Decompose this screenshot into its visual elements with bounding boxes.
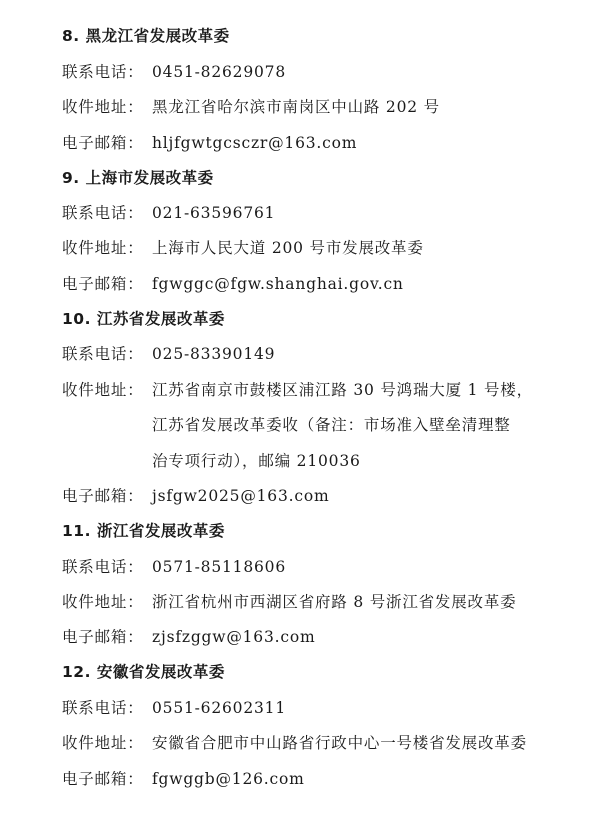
phone-row (62, 555, 286, 577)
email-label: 电子邮箱： (62, 134, 144, 152)
address-label: 收件地址： (62, 734, 144, 752)
phone-value: 0451-82629078 (152, 63, 286, 81)
address-continuation-line: 治专项行动），邮编 210036 (152, 452, 361, 470)
phone-label: 联系电话： (62, 345, 144, 363)
entry-title-heilongjiang: 8. 黑龙江省发展改革委 (62, 27, 230, 45)
entry-title-anhui: 12. 安徽省发展改革委 (62, 663, 225, 681)
email-label: 电子邮箱： (62, 275, 144, 293)
entry-title-jiangsu: 10. 江苏省发展改革委 (62, 310, 225, 328)
phone-row (62, 201, 275, 223)
email-value: fgwggb@126.com (152, 770, 305, 788)
address-value: 安徽省合肥市中山路省行政中心一号楼省发展改革委 (152, 734, 527, 752)
address-row (62, 731, 527, 753)
entry-title-zhejiang: 11. 浙江省发展改革委 (62, 522, 225, 540)
address-value: 黑龙江省哈尔滨市南岗区中山路 202 号 (152, 98, 440, 116)
email-value: fgwggc@fgw.shanghai.gov.cn (152, 275, 404, 293)
email-row (62, 131, 357, 153)
phone-label: 联系电话： (62, 558, 144, 576)
phone-value: 021-63596761 (152, 204, 276, 222)
address-label: 收件地址： (62, 593, 144, 611)
address-row (62, 236, 424, 258)
email-row (62, 484, 329, 506)
phone-row (62, 60, 286, 82)
phone-value: 0551-62602311 (152, 699, 286, 717)
address-label: 收件地址： (62, 239, 144, 257)
address-row (62, 378, 533, 400)
address-row (62, 95, 440, 117)
phone-value: 025-83390149 (152, 345, 276, 363)
email-value: jsfgw2025@163.com (152, 487, 330, 505)
address-value: 江苏省南京市鼓楼区浦江路 30 号鸿瑞大厦 1 号楼， (152, 381, 533, 399)
phone-row (62, 696, 286, 718)
email-row (62, 625, 315, 647)
email-row (62, 767, 305, 789)
phone-row (62, 342, 275, 364)
address-row (62, 590, 516, 612)
email-value: hljfgwtgcsczr@163.com (152, 134, 358, 152)
email-row (62, 272, 404, 294)
entry-title-shanghai: 9. 上海市发展改革委 (62, 169, 214, 187)
phone-label: 联系电话： (62, 63, 144, 81)
email-label: 电子邮箱： (62, 770, 144, 788)
email-label: 电子邮箱： (62, 487, 144, 505)
address-value: 浙江省杭州市西湖区省府路 8 号浙江省发展改革委 (152, 593, 517, 611)
address-value: 上海市人民大道 200 号市发展改革委 (152, 239, 424, 257)
phone-label: 联系电话： (62, 204, 144, 222)
address-continuation-line: 江苏省发展改革委收（备注：市场准入壁垒清理整 (152, 416, 511, 434)
phone-label: 联系电话： (62, 699, 144, 717)
email-value: zjsfzggw@163.com (152, 628, 316, 646)
email-label: 电子邮箱： (62, 628, 144, 646)
address-label: 收件地址： (62, 98, 144, 116)
phone-value: 0571-85118606 (152, 558, 286, 576)
address-label: 收件地址： (62, 381, 144, 399)
